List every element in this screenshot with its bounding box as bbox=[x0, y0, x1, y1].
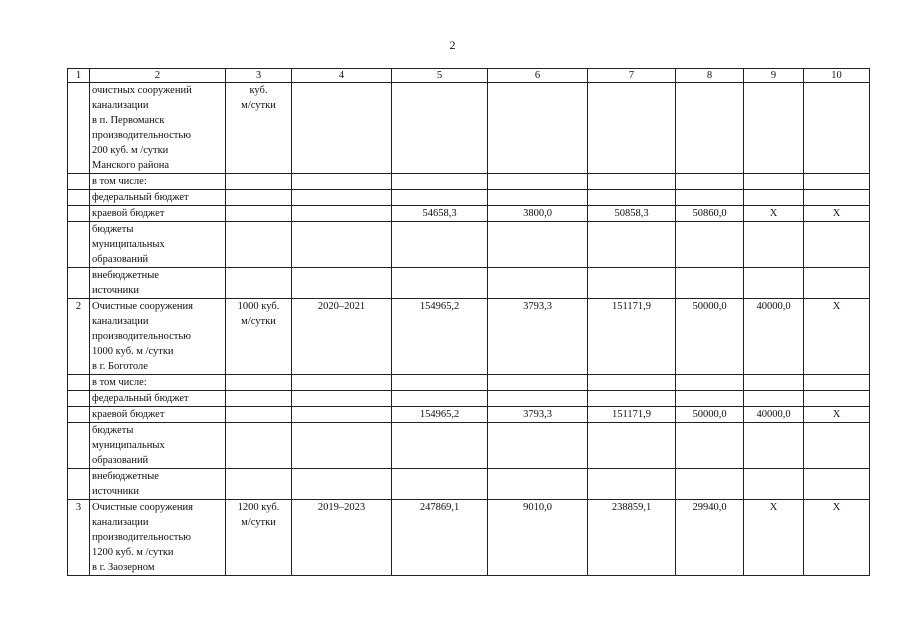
column-header: 2 bbox=[90, 69, 226, 83]
value-cell bbox=[392, 375, 488, 391]
value-cell bbox=[588, 375, 676, 391]
value-cell bbox=[804, 375, 870, 391]
capacity-cell: 1000 куб. м/сутки bbox=[226, 299, 292, 375]
name-cell: бюджеты муниципальных образований bbox=[90, 222, 226, 268]
table-row bbox=[68, 83, 870, 174]
value-cell bbox=[588, 83, 676, 174]
value-cell bbox=[392, 391, 488, 407]
name-cell: внебюджетные источники bbox=[90, 469, 226, 500]
value-cell bbox=[744, 83, 804, 174]
value-cell: 3800,0 bbox=[488, 206, 588, 222]
row-number-cell bbox=[68, 268, 90, 299]
value-cell bbox=[588, 423, 676, 469]
table-row bbox=[68, 423, 870, 469]
value-cell: 154965,2 bbox=[392, 299, 488, 375]
row-number-cell: 3 bbox=[68, 500, 90, 576]
name-cell: внебюджетные источники bbox=[90, 268, 226, 299]
table-row bbox=[68, 268, 870, 299]
table-row bbox=[68, 469, 870, 500]
value-cell: 40000,0 bbox=[744, 407, 804, 423]
row-number-cell bbox=[68, 407, 90, 423]
value-cell bbox=[676, 190, 744, 206]
capacity-cell bbox=[226, 391, 292, 407]
value-cell bbox=[744, 268, 804, 299]
column-header: 3 bbox=[226, 69, 292, 83]
value-cell: X bbox=[804, 500, 870, 576]
value-cell bbox=[804, 83, 870, 174]
value-cell bbox=[488, 174, 588, 190]
value-cell bbox=[488, 375, 588, 391]
row-number-cell: 2 bbox=[68, 299, 90, 375]
value-cell bbox=[676, 469, 744, 500]
value-cell bbox=[676, 222, 744, 268]
period-cell bbox=[292, 469, 392, 500]
value-cell: 3793,3 bbox=[488, 407, 588, 423]
value-cell bbox=[676, 423, 744, 469]
value-cell: X bbox=[744, 500, 804, 576]
value-cell: X bbox=[804, 407, 870, 423]
table-row bbox=[68, 375, 870, 391]
value-cell bbox=[588, 174, 676, 190]
value-cell bbox=[744, 375, 804, 391]
value-cell bbox=[392, 268, 488, 299]
value-cell bbox=[488, 222, 588, 268]
value-cell bbox=[588, 190, 676, 206]
table-row bbox=[68, 174, 870, 190]
value-cell bbox=[744, 190, 804, 206]
value-cell: 54658,3 bbox=[392, 206, 488, 222]
value-cell bbox=[804, 423, 870, 469]
value-cell bbox=[744, 174, 804, 190]
value-cell: 238859,1 bbox=[588, 500, 676, 576]
value-cell bbox=[392, 469, 488, 500]
name-cell: федеральный бюджет bbox=[90, 190, 226, 206]
value-cell: 50858,3 bbox=[588, 206, 676, 222]
period-cell bbox=[292, 391, 392, 407]
value-cell: 247869,1 bbox=[392, 500, 488, 576]
capacity-cell bbox=[226, 190, 292, 206]
period-cell bbox=[292, 423, 392, 469]
value-cell: 29940,0 bbox=[676, 500, 744, 576]
column-header: 7 bbox=[588, 69, 676, 83]
capacity-cell bbox=[226, 407, 292, 423]
column-header: 4 bbox=[292, 69, 392, 83]
value-cell bbox=[804, 222, 870, 268]
row-number-cell bbox=[68, 222, 90, 268]
value-cell bbox=[676, 375, 744, 391]
budget-table bbox=[67, 68, 870, 576]
period-cell bbox=[292, 222, 392, 268]
row-number-cell bbox=[68, 469, 90, 500]
name-cell: очистных сооружений канализации в п. Первоманск производительностью 200 куб. м /сутки Манского района bbox=[90, 83, 226, 174]
value-cell bbox=[392, 222, 488, 268]
column-header: 5 bbox=[392, 69, 488, 83]
name-cell: бюджеты муниципальных образований bbox=[90, 423, 226, 469]
row-number-cell bbox=[68, 83, 90, 174]
value-cell bbox=[588, 222, 676, 268]
value-cell: X bbox=[804, 206, 870, 222]
value-cell bbox=[804, 174, 870, 190]
name-cell: в том числе: bbox=[90, 174, 226, 190]
name-cell: Очистные сооружения канализации производительностью 1200 куб. м /сутки в г. Заозерном bbox=[90, 500, 226, 576]
row-number-cell bbox=[68, 174, 90, 190]
value-cell: 50860,0 bbox=[676, 206, 744, 222]
value-cell bbox=[488, 423, 588, 469]
value-cell bbox=[488, 391, 588, 407]
value-cell bbox=[588, 391, 676, 407]
value-cell: 151171,9 bbox=[588, 299, 676, 375]
name-cell: в том числе: bbox=[90, 375, 226, 391]
period-cell bbox=[292, 407, 392, 423]
value-cell bbox=[588, 268, 676, 299]
page-number: 2 bbox=[449, 38, 456, 52]
value-cell: 151171,9 bbox=[588, 407, 676, 423]
value-cell bbox=[676, 268, 744, 299]
value-cell bbox=[392, 174, 488, 190]
value-cell bbox=[392, 190, 488, 206]
table-row bbox=[68, 206, 870, 222]
period-cell: 2019–2023 bbox=[292, 500, 392, 576]
value-cell bbox=[744, 423, 804, 469]
capacity-cell: куб. м/сутки bbox=[226, 83, 292, 174]
value-cell bbox=[744, 391, 804, 407]
value-cell: 9010,0 bbox=[488, 500, 588, 576]
value-cell: 50000,0 bbox=[676, 299, 744, 375]
capacity-cell bbox=[226, 268, 292, 299]
value-cell: 154965,2 bbox=[392, 407, 488, 423]
table-row bbox=[68, 222, 870, 268]
value-cell: X bbox=[744, 206, 804, 222]
capacity-cell bbox=[226, 206, 292, 222]
value-cell bbox=[804, 190, 870, 206]
value-cell: 40000,0 bbox=[744, 299, 804, 375]
value-cell: 50000,0 bbox=[676, 407, 744, 423]
table-row bbox=[68, 500, 870, 576]
row-number-cell bbox=[68, 423, 90, 469]
row-number-cell bbox=[68, 206, 90, 222]
period-cell bbox=[292, 190, 392, 206]
column-header: 9 bbox=[744, 69, 804, 83]
column-header: 10 bbox=[804, 69, 870, 83]
capacity-cell: 1200 куб. м/сутки bbox=[226, 500, 292, 576]
period-cell bbox=[292, 206, 392, 222]
column-header: 6 bbox=[488, 69, 588, 83]
table-row bbox=[68, 391, 870, 407]
column-header: 8 bbox=[676, 69, 744, 83]
value-cell bbox=[804, 268, 870, 299]
row-number-cell bbox=[68, 190, 90, 206]
value-cell bbox=[804, 391, 870, 407]
value-cell bbox=[392, 83, 488, 174]
table-row bbox=[68, 299, 870, 375]
name-cell: краевой бюджет bbox=[90, 206, 226, 222]
value-cell bbox=[676, 83, 744, 174]
value-cell bbox=[676, 391, 744, 407]
value-cell bbox=[744, 222, 804, 268]
table-row bbox=[68, 190, 870, 206]
period-cell: 2020–2021 bbox=[292, 299, 392, 375]
value-cell bbox=[488, 190, 588, 206]
capacity-cell bbox=[226, 469, 292, 500]
value-cell bbox=[588, 469, 676, 500]
period-cell bbox=[292, 83, 392, 174]
capacity-cell bbox=[226, 423, 292, 469]
row-number-cell bbox=[68, 375, 90, 391]
value-cell bbox=[392, 423, 488, 469]
table-row bbox=[68, 407, 870, 423]
name-cell: федеральный бюджет bbox=[90, 391, 226, 407]
capacity-cell bbox=[226, 222, 292, 268]
row-number-cell bbox=[68, 391, 90, 407]
capacity-cell bbox=[226, 174, 292, 190]
value-cell: 3793,3 bbox=[488, 299, 588, 375]
value-cell bbox=[488, 268, 588, 299]
value-cell bbox=[804, 469, 870, 500]
name-cell: Очистные сооружения канализации производительностью 1000 куб. м /сутки в г. Боготоле bbox=[90, 299, 226, 375]
table-header-row bbox=[68, 69, 870, 83]
capacity-cell bbox=[226, 375, 292, 391]
value-cell bbox=[488, 83, 588, 174]
value-cell bbox=[488, 469, 588, 500]
period-cell bbox=[292, 174, 392, 190]
value-cell bbox=[676, 174, 744, 190]
column-header: 1 bbox=[68, 69, 90, 83]
value-cell: X bbox=[804, 299, 870, 375]
value-cell bbox=[744, 469, 804, 500]
name-cell: краевой бюджет bbox=[90, 407, 226, 423]
period-cell bbox=[292, 268, 392, 299]
period-cell bbox=[292, 375, 392, 391]
